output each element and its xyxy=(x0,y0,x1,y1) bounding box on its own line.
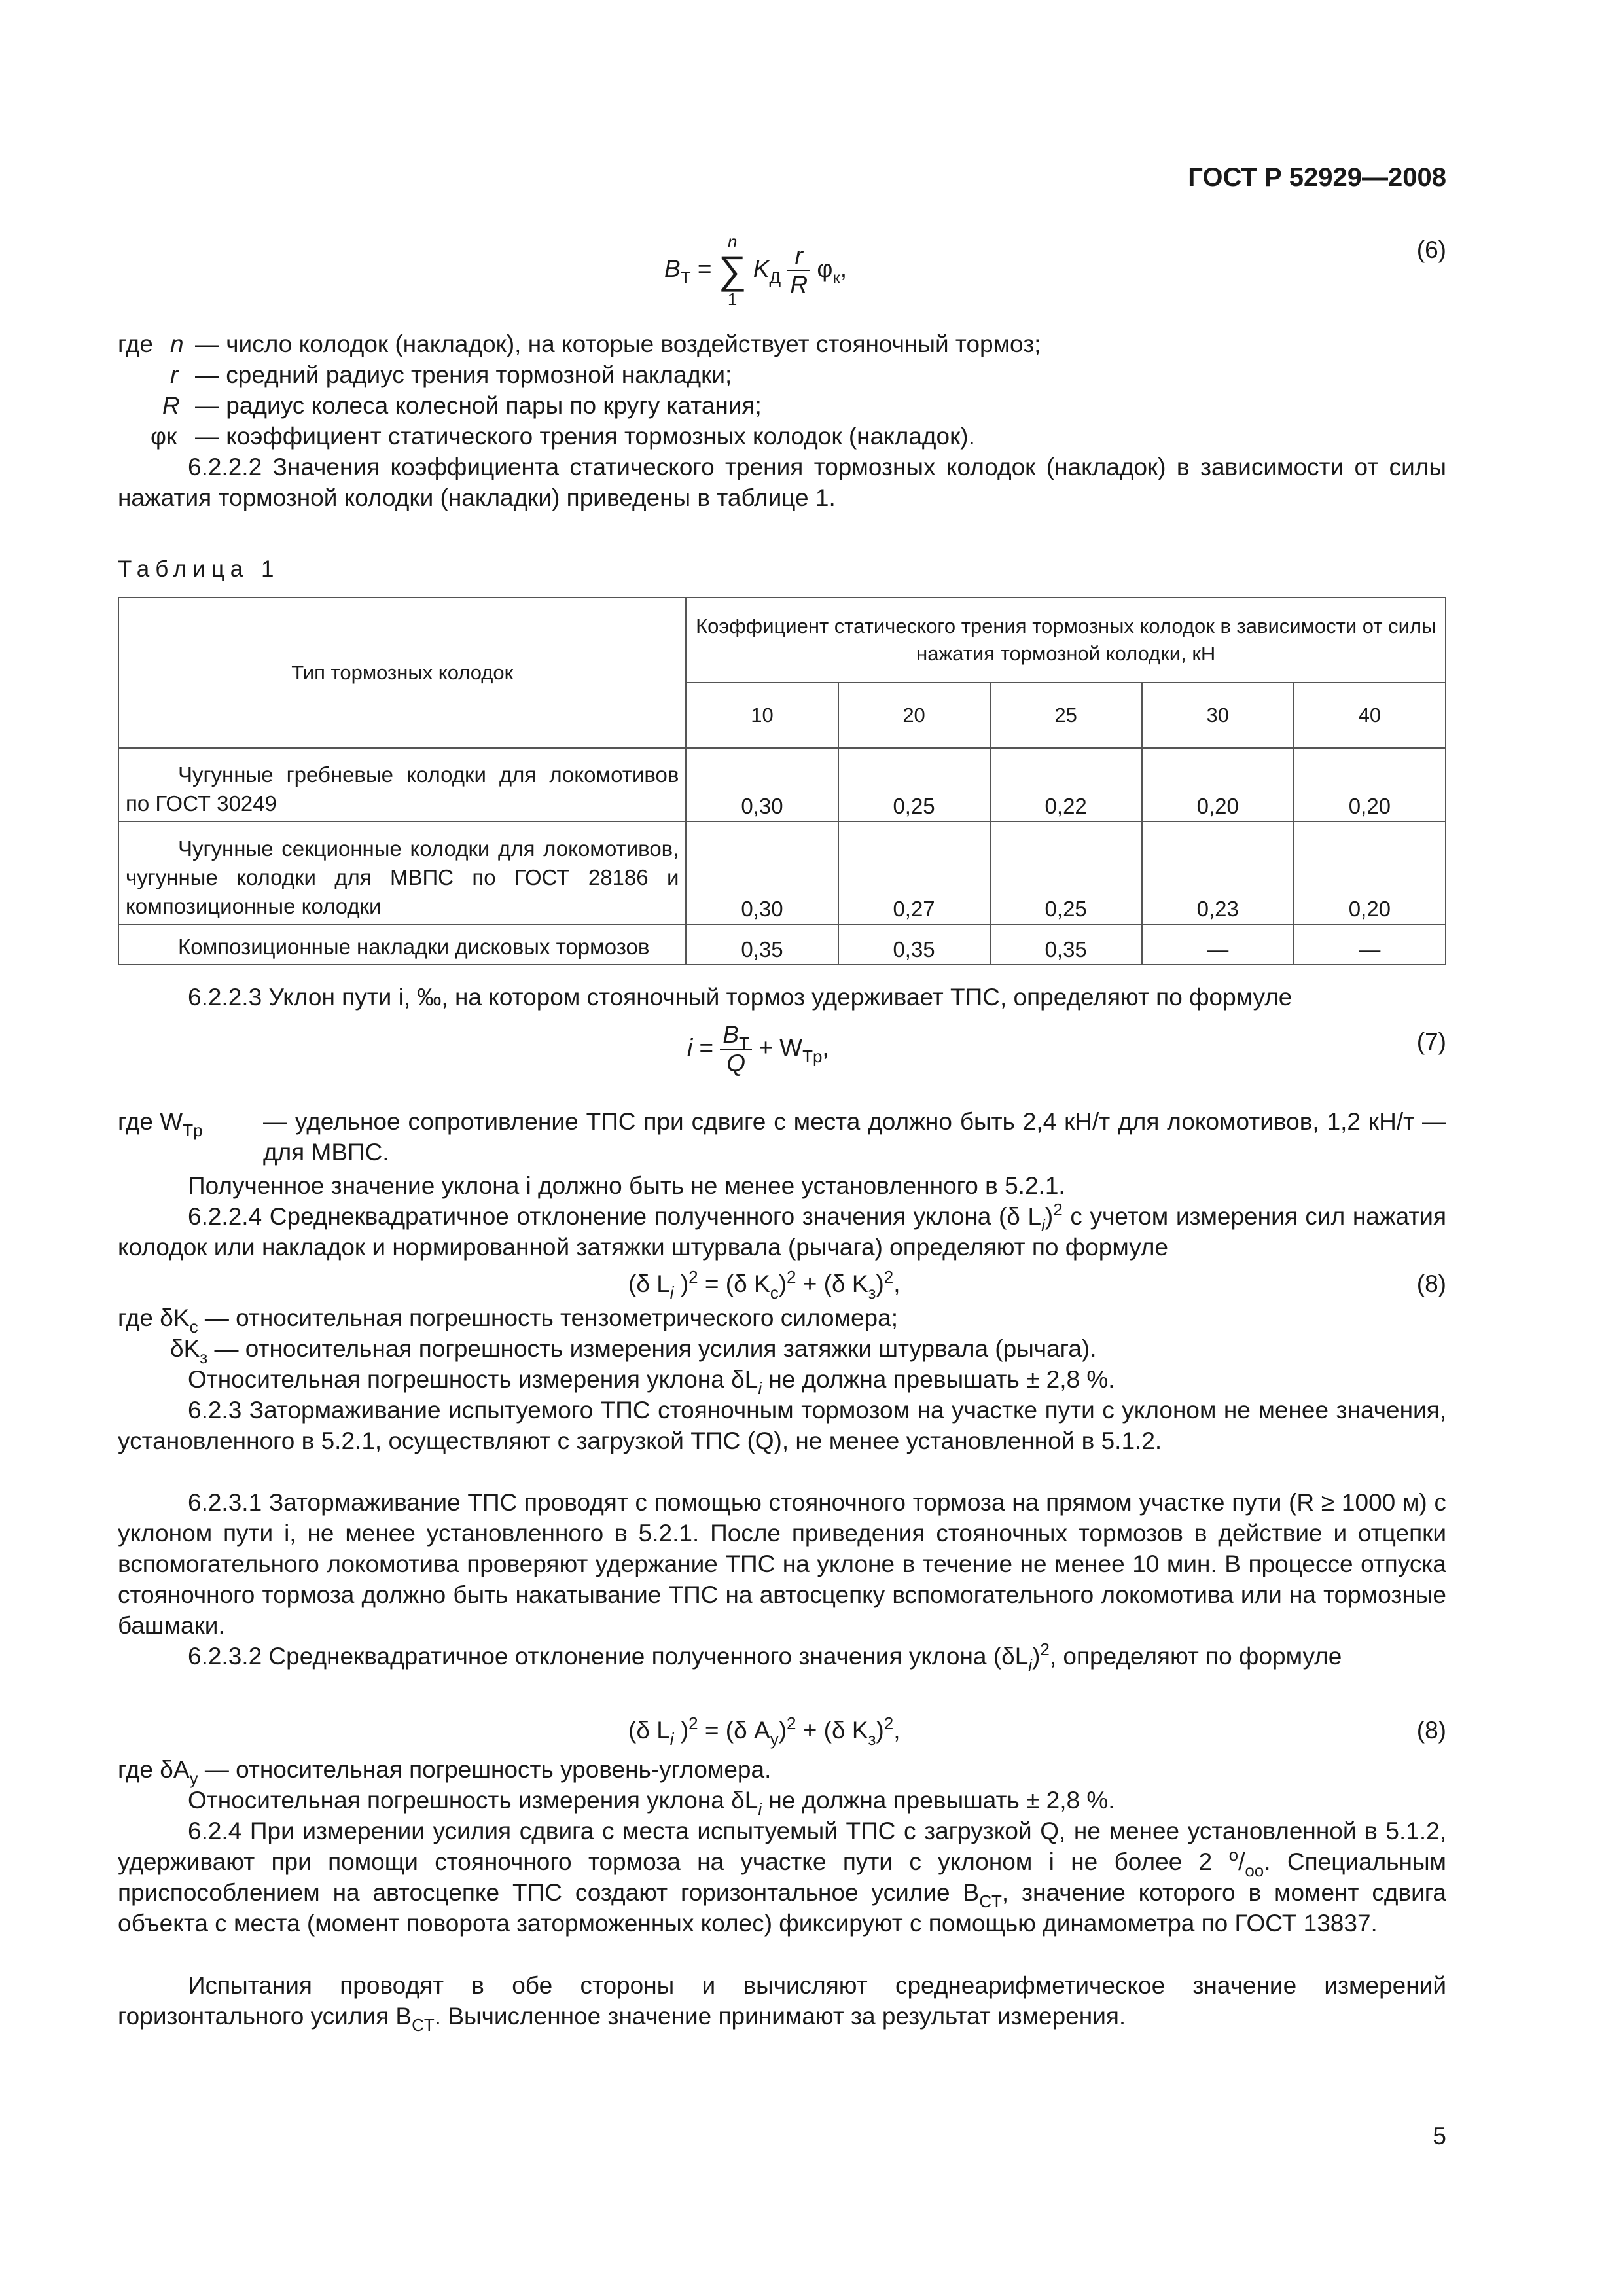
table-cell: 0,27 xyxy=(838,821,990,924)
table-cell: 0,35 xyxy=(686,924,838,965)
definition-row: r — средний радиус трения тормозной накладки; xyxy=(170,361,732,388)
formula-6: $B_T$ = n ∑ 1 $K_Д$ $\frac{r}{R}$ $\varphi_к$, xyxy=(664,232,847,309)
table-row xyxy=(118,748,1446,821)
table-caption: Таблица 1 xyxy=(118,556,280,582)
force-header: 25 xyxy=(990,683,1142,748)
row-name: Чугунные гребневые колодки для локомотивов по ГОСТ 30249 xyxy=(118,748,686,821)
standard-id-header: ГОСТ Р 52929—2008 xyxy=(1188,163,1446,192)
paragraph-result: Полученное значение уклона i должно быть не менее установленного в 5.2.1. xyxy=(188,1172,1065,1199)
paragraph-6-2-4: 6.2.4 При измерении усилия сдвига с места испытуемый ТПС с загрузкой Q, не менее установленной в 5.1.2, удерживают при помощи стояночного тормоза на участке пути с уклоном i не более 2 $^o/_{oo}$. Специальным приспособлением на автосцепке ТПС создают горизонтальное усилие $B_{CT}$, значение которого в момент сдвига объекта с места (момент поворота заторможенных колес) фиксируют с помощью динамометра по ГОСТ 13837. xyxy=(118,1818,1447,1937)
definitions-6 xyxy=(118,329,1446,452)
table-cell: 0,20 xyxy=(1294,821,1446,924)
paragraph-6-2-3: 6.2.3 Затормаживание испытуемого ТПС стояночным тормозом на участке пути с уклоном не менее значения, установленного в 5.2.1, осуществляют с загрузкой ТПС (Q), не менее установленной в 5.1.2. xyxy=(118,1397,1446,1454)
table-cell: 0,30 xyxy=(686,748,838,821)
formula-8: (δ $L_i$ )$^2$ = (δ $K_c)^2 + (\delta$ $K_з)^2$, xyxy=(628,1267,901,1302)
fraction-B-over-Q: $\frac{B_T}{Q}$ xyxy=(720,1021,752,1077)
row-name: Композиционные накладки дисковых тормозов xyxy=(118,924,686,965)
table-row xyxy=(118,924,1446,965)
force-header: 40 xyxy=(1294,683,1446,748)
paragraph-6-2-3-1: 6.2.3.1 Затормаживание ТПС проводят с помощью стояночного тормоза на прямом участке пути (R ≥ 1000 м) с уклоном пути i, не менее установленного в 5.2.1. После приведения стояночных тормозов в действие и отцепки вспомогательного локомотива проверяют удержание ТПС на уклоне в течение не менее 10 мин. В процессе отпуска стояночного тормоза должно быть накатывание ТПС на автосцепку вспомогательного локомотива или на тормозные башмаки. xyxy=(118,1489,1446,1639)
column-header-type: Тип тормозных колодок xyxy=(118,598,686,748)
force-header: 20 xyxy=(838,683,990,748)
sum-symbol: n ∑ 1 xyxy=(718,232,747,309)
paragraph-error-2: Относительная погрешность измерения уклона $\delta L_i$ не должна превышать ± 2,8 %. xyxy=(188,1787,1115,1819)
table-cell: 0,25 xyxy=(838,748,990,821)
table-cell: — xyxy=(1142,924,1294,965)
paragraph-6-2-2-2: 6.2.2.2 Значения коэффициента статического трения тормозных колодок (накладок) в зависимости от силы нажатия тормозной колодки (накладки) приведены в таблице 1. xyxy=(118,454,1446,511)
force-header: 30 xyxy=(1142,683,1294,748)
definition-row: R — радиус колеса колесной пары по кругу катания; xyxy=(162,392,762,419)
table-1 xyxy=(118,597,1446,965)
formula-number: (7) xyxy=(1416,1028,1446,1055)
paragraph-error-1: Относительная погрешность измерения уклона $\delta L_i$ не должна превышать ± 2,8 %. xyxy=(188,1366,1115,1398)
table-cell: 0,23 xyxy=(1142,821,1294,924)
table-row xyxy=(118,821,1446,924)
formula-8-second: (δ $L_i$ )$^2$ = (δ $A_y)^2 + (\delta$ $K_з)^2$, xyxy=(628,1713,901,1749)
table-cell: 0,30 xyxy=(686,821,838,924)
definition-row: φк — коэффициент статического трения тормозных колодок (накладок). xyxy=(151,423,975,450)
formula-number: (8) xyxy=(1416,1717,1446,1744)
fraction-r-over-R: $\frac{r}{R}$ xyxy=(787,242,810,298)
row-name: Чугунные секционные колодки для локомотивов, чугунные колодки для МВПС по ГОСТ 28186 и композиционные колодки xyxy=(118,821,686,924)
definition-row: где n — число колодок (накладок), на которые воздействует стояночный тормоз; xyxy=(118,331,1041,357)
paragraph-tests: Испытания проводят в обе стороны и вычисляют среднеарифметическое значение измерений горизонтального усилия $B_{CT}$. Вычисленное значение принимают за результат измерения. xyxy=(118,1972,1446,2035)
definition-dKz: $\delta K_з$ — относительная погрешность измерения усилия затяжки штурвала (рычага). xyxy=(170,1335,1097,1367)
column-header-coefficient: Коэффициент статического трения тормозных колодок в зависимости от силы нажатия тормозной колодки, кН xyxy=(686,598,1446,683)
table-cell: — xyxy=(1294,924,1446,965)
definition-dKc: где $\delta K_c$ — относительная погрешность тензометрического силомера; xyxy=(118,1304,898,1336)
table-cell: 0,20 xyxy=(1294,748,1446,821)
formula-number: (8) xyxy=(1416,1270,1446,1297)
force-header: 10 xyxy=(686,683,838,748)
table-cell: 0,35 xyxy=(838,924,990,965)
paragraph-6-2-2-4: 6.2.2.4 Среднеквадратичное отклонение полученного значения уклона (δ $L_i)^2$ с учетом измерения сил нажатия колодок или накладок и нормированной затяжки штурвала (рычага) определяют по формуле xyxy=(118,1200,1446,1261)
formula-7: i = $\frac{B_T}{Q}$ + $W_{Tp}$, xyxy=(687,1021,829,1077)
paragraph-6-2-2-3: 6.2.2.3 Уклон пути i, ‰, на котором стояночный тормоз удерживает ТПС, определяют по формуле xyxy=(188,984,1293,1011)
page-number: 5 xyxy=(1433,2123,1446,2149)
paragraph-6-2-3-2: 6.2.3.2 Среднеквадратичное отклонение полученного значения уклона $(\delta L_i)^2$, определяют по формуле xyxy=(188,1640,1342,1675)
table-cell: 0,20 xyxy=(1142,748,1294,821)
table-cell: 0,35 xyxy=(990,924,1142,965)
definition-w: где $W_{Tp}$ — удельное сопротивление ТПС при сдвиге с места должно быть 2,4 кН/т для локомотивов, 1,2 кН/т — для МВПС. xyxy=(118,1108,1446,1166)
definition-dAy: где $\delta A_y$ — относительная погрешность уровень-угломера. xyxy=(118,1756,772,1788)
table-cell: 0,25 xyxy=(990,821,1142,924)
formula-number: (6) xyxy=(1416,236,1446,263)
table-cell: 0,22 xyxy=(990,748,1142,821)
